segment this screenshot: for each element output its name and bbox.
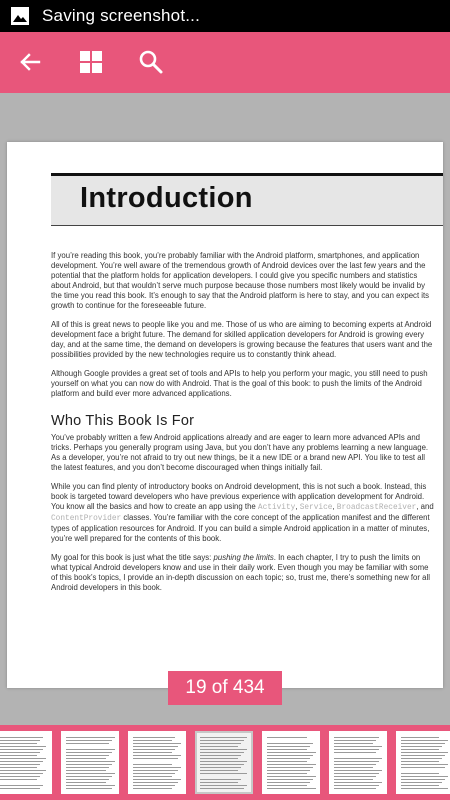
thumbnail-text-line [267, 785, 307, 786]
thumbnail-text-line [267, 773, 307, 774]
thumbnail-text-line [0, 758, 46, 759]
back-button[interactable] [16, 48, 44, 76]
thumbnail-text-line [200, 737, 247, 738]
chapter-title-box [51, 173, 443, 226]
intro-paragraph: Although Google provides a great set of tools and APIs to help you perform your magic, you still need to push yourself on what you can now do with Android. That is the goal of this book: to push the limits of the Android platform and build ever more advanced applications. [51, 369, 428, 398]
thumbnail-text-line [267, 737, 307, 738]
thumbnail-text-line [133, 743, 181, 744]
thumbnail-text-line [401, 764, 448, 765]
thumbnail-text-line [200, 782, 238, 783]
thumbnail-text-line [0, 785, 43, 786]
thumbnail-text-line [200, 785, 247, 786]
text-span: . In each chapter, I try to push the limits on what typical Android developers know and use in their daily work. Even though you may be familiar with some of this book’s topics, I provide an in-depth discussion on each topic; so, trust me, there’s something new for all Android developers in this book. [51, 553, 430, 592]
thumbnail-text-line [200, 764, 244, 765]
thumbnail-text-line [200, 767, 241, 768]
thumbnail-text-line [133, 737, 175, 738]
thumbnail-text-line [267, 779, 313, 780]
thumbnail-text-line [0, 773, 43, 774]
thumbnail-text-line [66, 785, 115, 786]
thumbnail-text-line [66, 776, 112, 777]
intro-text [51, 251, 435, 408]
thumbnail-text-line [401, 761, 439, 762]
thumbnail-text-line [401, 785, 439, 786]
thumbnail-text-line [334, 737, 379, 738]
thumbnail-text-line [334, 773, 379, 774]
grid-view-button[interactable] [77, 48, 105, 76]
thumbnail-text-line [133, 758, 178, 759]
thumbnail-text-line [401, 776, 448, 777]
thumbnail-text-line [401, 788, 448, 789]
thumbnail-text-line [401, 737, 439, 738]
search-icon [138, 49, 164, 75]
thumbnail-text-line [133, 752, 172, 753]
thumbnail-text-line [0, 746, 46, 747]
text-span: My goal for this book is just what the title says: [51, 553, 214, 562]
thumbnail-text-line [334, 740, 376, 741]
page-counter: 19 of 434 [168, 671, 282, 705]
section-heading: Who This Book Is For [51, 413, 195, 429]
thumbnail-text-line [200, 755, 241, 756]
thumbnail-text-line [401, 743, 445, 744]
chapter-title: Introduction [80, 182, 253, 214]
thumbnail-text-line [200, 740, 244, 741]
status-notification-text: Saving screenshot... [42, 6, 201, 25]
section-paragraph [51, 482, 435, 544]
thumbnail-text-line [401, 740, 448, 741]
thumbnail-text-line [267, 776, 316, 777]
thumbnail-text-line [334, 788, 376, 789]
thumbnail-text-line [133, 764, 172, 765]
thumbnail-text-line [133, 770, 178, 771]
thumbnail-text-line [0, 770, 46, 771]
thumbnail-text-line [200, 770, 238, 771]
section-paragraph: You’ve probably written a few Android applications already and are eager to learn more advanced APIs and tricks. Perhaps you generally program using Java, but you don’t have any problems learning a new language. As a developer, you’re not afraid to try out new things, be it a new IDE or a brand new API. You like to test all the latest features, and you don’t become discouraged when things initially fail. [51, 433, 429, 472]
intro-paragraph: All of this is great news to people like you and me. Those of us who are aiming to becoming experts at Android development face a bright future. The demand for skilled application developers for Android is growing every day, and at the same time, the demand on developers is growing because the features that users want and the possibilities provided by the new technologies require us to constantly think ahead. [51, 320, 433, 359]
thumbnail-text-line [133, 746, 178, 747]
document-page[interactable] [7, 142, 443, 688]
code-service: Service [299, 504, 333, 512]
thumbnail-text-line [66, 767, 109, 768]
thumbnail-text-line [200, 749, 247, 750]
thumbnail-text-line [401, 779, 445, 780]
thumbnail-text-line [0, 740, 40, 741]
thumbnail-text-line [200, 746, 238, 747]
thumbnail-text-line [267, 788, 316, 789]
text-span: , and [416, 502, 434, 511]
thumbnail-text-line [133, 749, 175, 750]
thumbnail-text-line [133, 773, 175, 774]
page-thumbnail[interactable] [61, 731, 119, 794]
thumbnail-text-line [66, 737, 115, 738]
thumbnail-text-line [334, 764, 376, 765]
thumbnail-text-line [133, 788, 172, 789]
thumbnail-text-line [334, 761, 379, 762]
thumbnail-text-line [0, 755, 37, 756]
thumbnail-text-line [334, 785, 379, 786]
thumbnail-text-line [200, 761, 247, 762]
thumbnail-text-line [200, 788, 244, 789]
thumbnail-text-line [133, 776, 172, 777]
thumbnail-text-line [267, 758, 310, 759]
page-thumbnail[interactable] [396, 731, 450, 794]
thumbnail-text-line [133, 767, 181, 768]
thumbnail-text-line [0, 776, 40, 777]
thumbnail-text-line [133, 740, 172, 741]
thumbnail-text-line [66, 779, 109, 780]
thumbnail-text-line [334, 758, 382, 759]
thumbnail-text-line [267, 764, 316, 765]
thumbnail-text-line [133, 779, 181, 780]
thumbnail-text-line [0, 764, 40, 765]
thumbnail-text-line [334, 746, 382, 747]
thumbnail-text-line [0, 761, 43, 762]
arrow-left-icon [18, 50, 42, 74]
thumbnail-text-line [267, 755, 313, 756]
thumbnail-text-line [267, 743, 313, 744]
page-thumbnail[interactable] [0, 731, 52, 794]
section-paragraph [51, 553, 435, 593]
search-button[interactable] [137, 48, 165, 76]
thumbnail-text-line [200, 779, 241, 780]
thumbnail-text-line [0, 737, 43, 738]
page-thumbnail[interactable] [128, 731, 186, 794]
thumbnail-text-line [267, 752, 316, 753]
thumbnail-text-line [334, 752, 376, 753]
code-activity: Activity [257, 504, 296, 512]
thumbnail-text-line [334, 770, 382, 771]
thumbnail-text-line [334, 749, 379, 750]
thumbnail-text-line [0, 788, 40, 789]
thumbnail-text-line [133, 785, 175, 786]
page-thumbnail[interactable] [262, 731, 320, 794]
thumbnail-text-line [133, 782, 178, 783]
toolbar [0, 32, 450, 93]
thumbnail-text-line [334, 767, 373, 768]
section-text [51, 433, 435, 602]
thumbnail-text-line [0, 743, 37, 744]
thumbnail-text-line [0, 779, 37, 780]
thumbnail-text-line [200, 743, 241, 744]
status-bar [0, 0, 450, 32]
thumbnail-text-line [200, 752, 244, 753]
thumbnail-text-line [66, 761, 115, 762]
thumbnail-text-line [267, 770, 310, 771]
image-icon [10, 6, 30, 26]
thumbnail-text-line [66, 740, 112, 741]
thumbnail-text-line [334, 779, 373, 780]
thumbnail-text-line [334, 782, 382, 783]
intro-paragraph: If you’re reading this book, you’re probably familiar with the Android platform, smartphones, and application development. You’re well aware of the tremendous growth of Android devices over the last few years and the potential that the platform holds for application developers. I could give you specific numbers and statistics about Android, but that wouldn’t serve much purpose because those numbers most likely would be invalid by the time you read this book. It’s enough to say that the Android platform is here to stay, and you can expect its growth to continue for the foreseeable future. [51, 251, 430, 310]
thumbnail-text-line [66, 788, 112, 789]
thumbnail-text-line [200, 773, 247, 774]
thumbnail-text-line [0, 749, 43, 750]
emphasis-text: pushing the limits [213, 553, 274, 562]
thumbnail-text-line [66, 770, 106, 771]
thumbnail-text-line [133, 755, 181, 756]
text-span: classes. You’re familiar with the core concept of the application manifest and the different types of application resources for Android. If you can build a simple Android application in a matter of minutes, you’re well prepared for the contents of this book. [51, 513, 430, 543]
thumbnail-text-line [200, 758, 238, 759]
thumbnail-text-line [334, 743, 373, 744]
thumbnail-text-line [401, 746, 442, 747]
code-broadcast-receiver: BroadcastReceiver [336, 504, 417, 512]
text-span: While you can find plenty of introductory books on Android development, this is not such a book. Instead, this book is targeted toward developers who have previous experience with application development for Android. You know all the basics and how to create an app using the [51, 482, 427, 511]
page-thumbnail-current[interactable] [195, 731, 253, 794]
thumbnail-text-line [334, 776, 376, 777]
thumbnail-text-line [401, 782, 442, 783]
thumbnail-text-line [267, 782, 310, 783]
thumbnail-text-line [66, 755, 109, 756]
thumbnail-text-line [267, 767, 313, 768]
thumbnail-text-line [401, 749, 439, 750]
thumbnail-text-line [66, 773, 115, 774]
thumbnail-text-line [66, 749, 115, 750]
thumbnail-text-line [66, 764, 112, 765]
thumbnail-text-line [401, 767, 445, 768]
thumbnail-text-line [0, 767, 37, 768]
thumbnail-text-line [66, 782, 106, 783]
thumbnail-text-line [401, 758, 442, 759]
thumbnail-text-line [401, 773, 439, 774]
text-span: , [332, 502, 337, 511]
thumbnail-text-line [66, 743, 109, 744]
thumbnail-text-line [0, 752, 40, 753]
thumbnail-text-line [66, 752, 112, 753]
page-thumbnail[interactable] [329, 731, 387, 794]
thumbnail-text-line [267, 749, 307, 750]
thumbnail-text-line [267, 761, 307, 762]
thumbnail-text-line [267, 746, 310, 747]
thumbnail-strip[interactable] [0, 725, 450, 800]
thumbnail-text-line [66, 758, 106, 759]
thumbnail-text-line [401, 752, 448, 753]
thumbnail-text-line [401, 755, 445, 756]
grid-view-icon [79, 50, 103, 74]
code-content-provider: ContentProvider [51, 515, 122, 523]
text-span: , [295, 502, 300, 511]
